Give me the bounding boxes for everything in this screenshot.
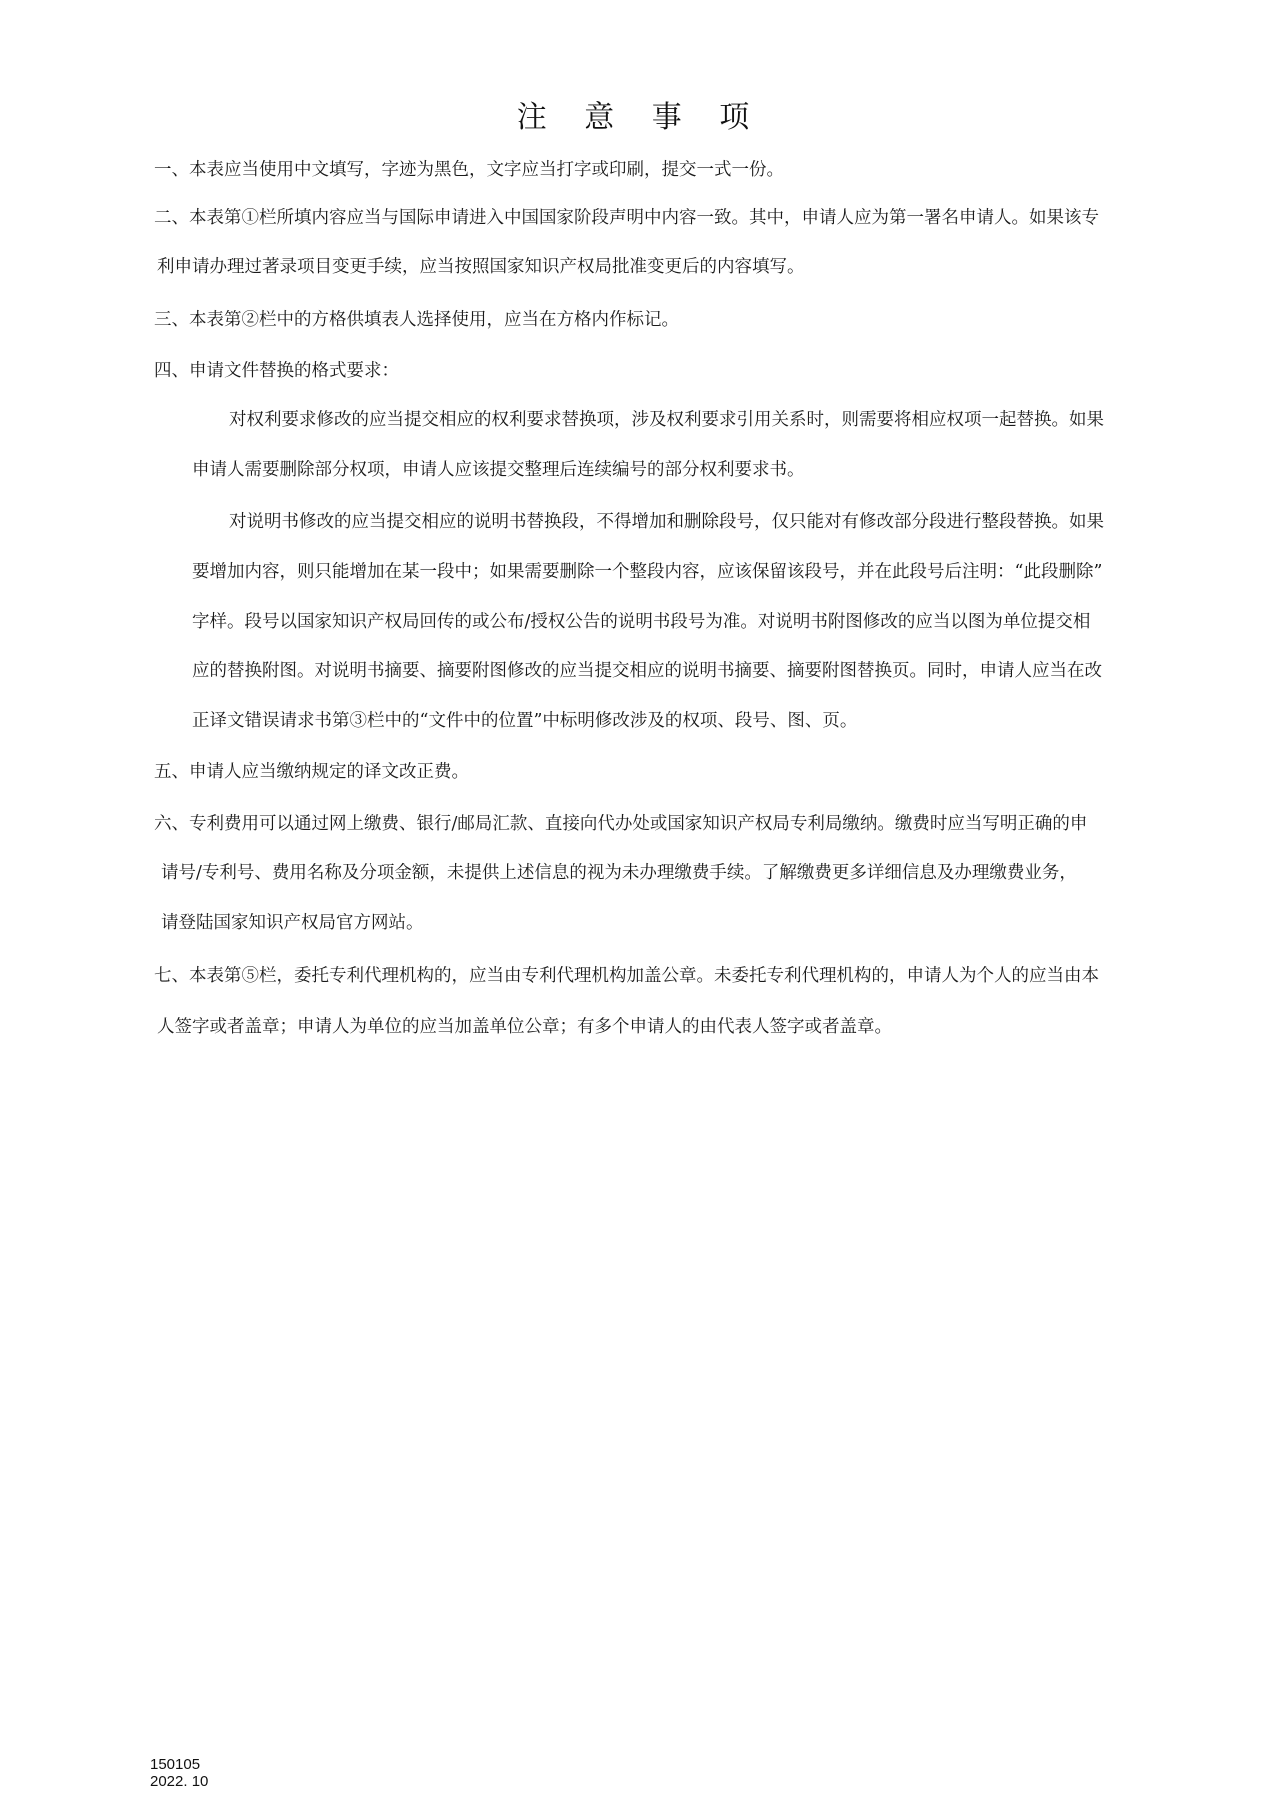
form-footer (150, 1756, 208, 1790)
notice-line: 申请人需要删除部分权项，申请人应该提交整理后连续编号的部分权利要求书。 (192, 460, 805, 480)
notice-line: 请号/专利号、费用名称及分项金额，未提供上述信息的视为未办理缴费手续。了解缴费更多详细信息及办理缴费业务， (161, 863, 1077, 883)
notice-line: 五、申请人应当缴纳规定的译文改正费。 (154, 762, 469, 782)
notice-line: 四、申请文件替换的格式要求： (154, 361, 399, 381)
notice-line: 利申请办理过著录项目变更手续，应当按照国家知识产权局批准变更后的内容填写。 (157, 257, 805, 277)
notice-line: 七、本表第⑤栏，委托专利代理机构的，应当由专利代理机构加盖公章。未委托专利代理机构的，申请人为个人的应当由本 (154, 966, 1099, 986)
notice-line: 请登陆国家知识产权局官方网站。 (161, 913, 424, 933)
notice-line: 正译文错误请求书第③栏中的“文件中的位置”中标明修改涉及的权项、段号、图、页。 (192, 711, 858, 731)
page-title: 注 意 事 项 (516, 100, 764, 135)
notice-line: 一、本表应当使用中文填写，字迹为黑色，文字应当打字或印刷，提交一式一份。 (154, 160, 784, 180)
notice-line: 字样。段号以国家知识产权局回传的或公布/授权公告的说明书段号为准。对说明书附图修改的应当以图为单位提交相 (192, 612, 1091, 632)
notice-line: 对权利要求修改的应当提交相应的权利要求替换项，涉及权利要求引用关系时，则需要将相应权项一起替换。如果 (229, 410, 1104, 430)
notice-line: 二、本表第①栏所填内容应当与国际申请进入中国国家阶段声明中内容一致。其中，申请人应为第一署名申请人。如果该专 (154, 208, 1099, 228)
version-date: 2022. 10 (150, 1773, 209, 1790)
form-code: 150105 (150, 1756, 201, 1773)
notice-line: 三、本表第②栏中的方格供填表人选择使用，应当在方格内作标记。 (154, 310, 679, 330)
notice-line: 应的替换附图。对说明书摘要、摘要附图修改的应当提交相应的说明书摘要、摘要附图替换页。同时，申请人应当在改 (192, 661, 1102, 681)
notice-line: 要增加内容，则只能增加在某一段中；如果需要删除一个整段内容，应该保留该段号，并在此段号后注明：“此段删除” (192, 562, 1103, 582)
notice-line: 对说明书修改的应当提交相应的说明书替换段，不得增加和删除段号，仅只能对有修改部分段进行整段替换。如果 (229, 512, 1104, 532)
notice-line: 六、专利费用可以通过网上缴费、银行/邮局汇款、直接向代办处或国家知识产权局专利局缴纳。缴费时应当写明正确的申 (154, 814, 1088, 834)
notice-line: 人签字或者盖章；申请人为单位的应当加盖单位公章；有多个申请人的由代表人签字或者盖章。 (157, 1017, 892, 1037)
